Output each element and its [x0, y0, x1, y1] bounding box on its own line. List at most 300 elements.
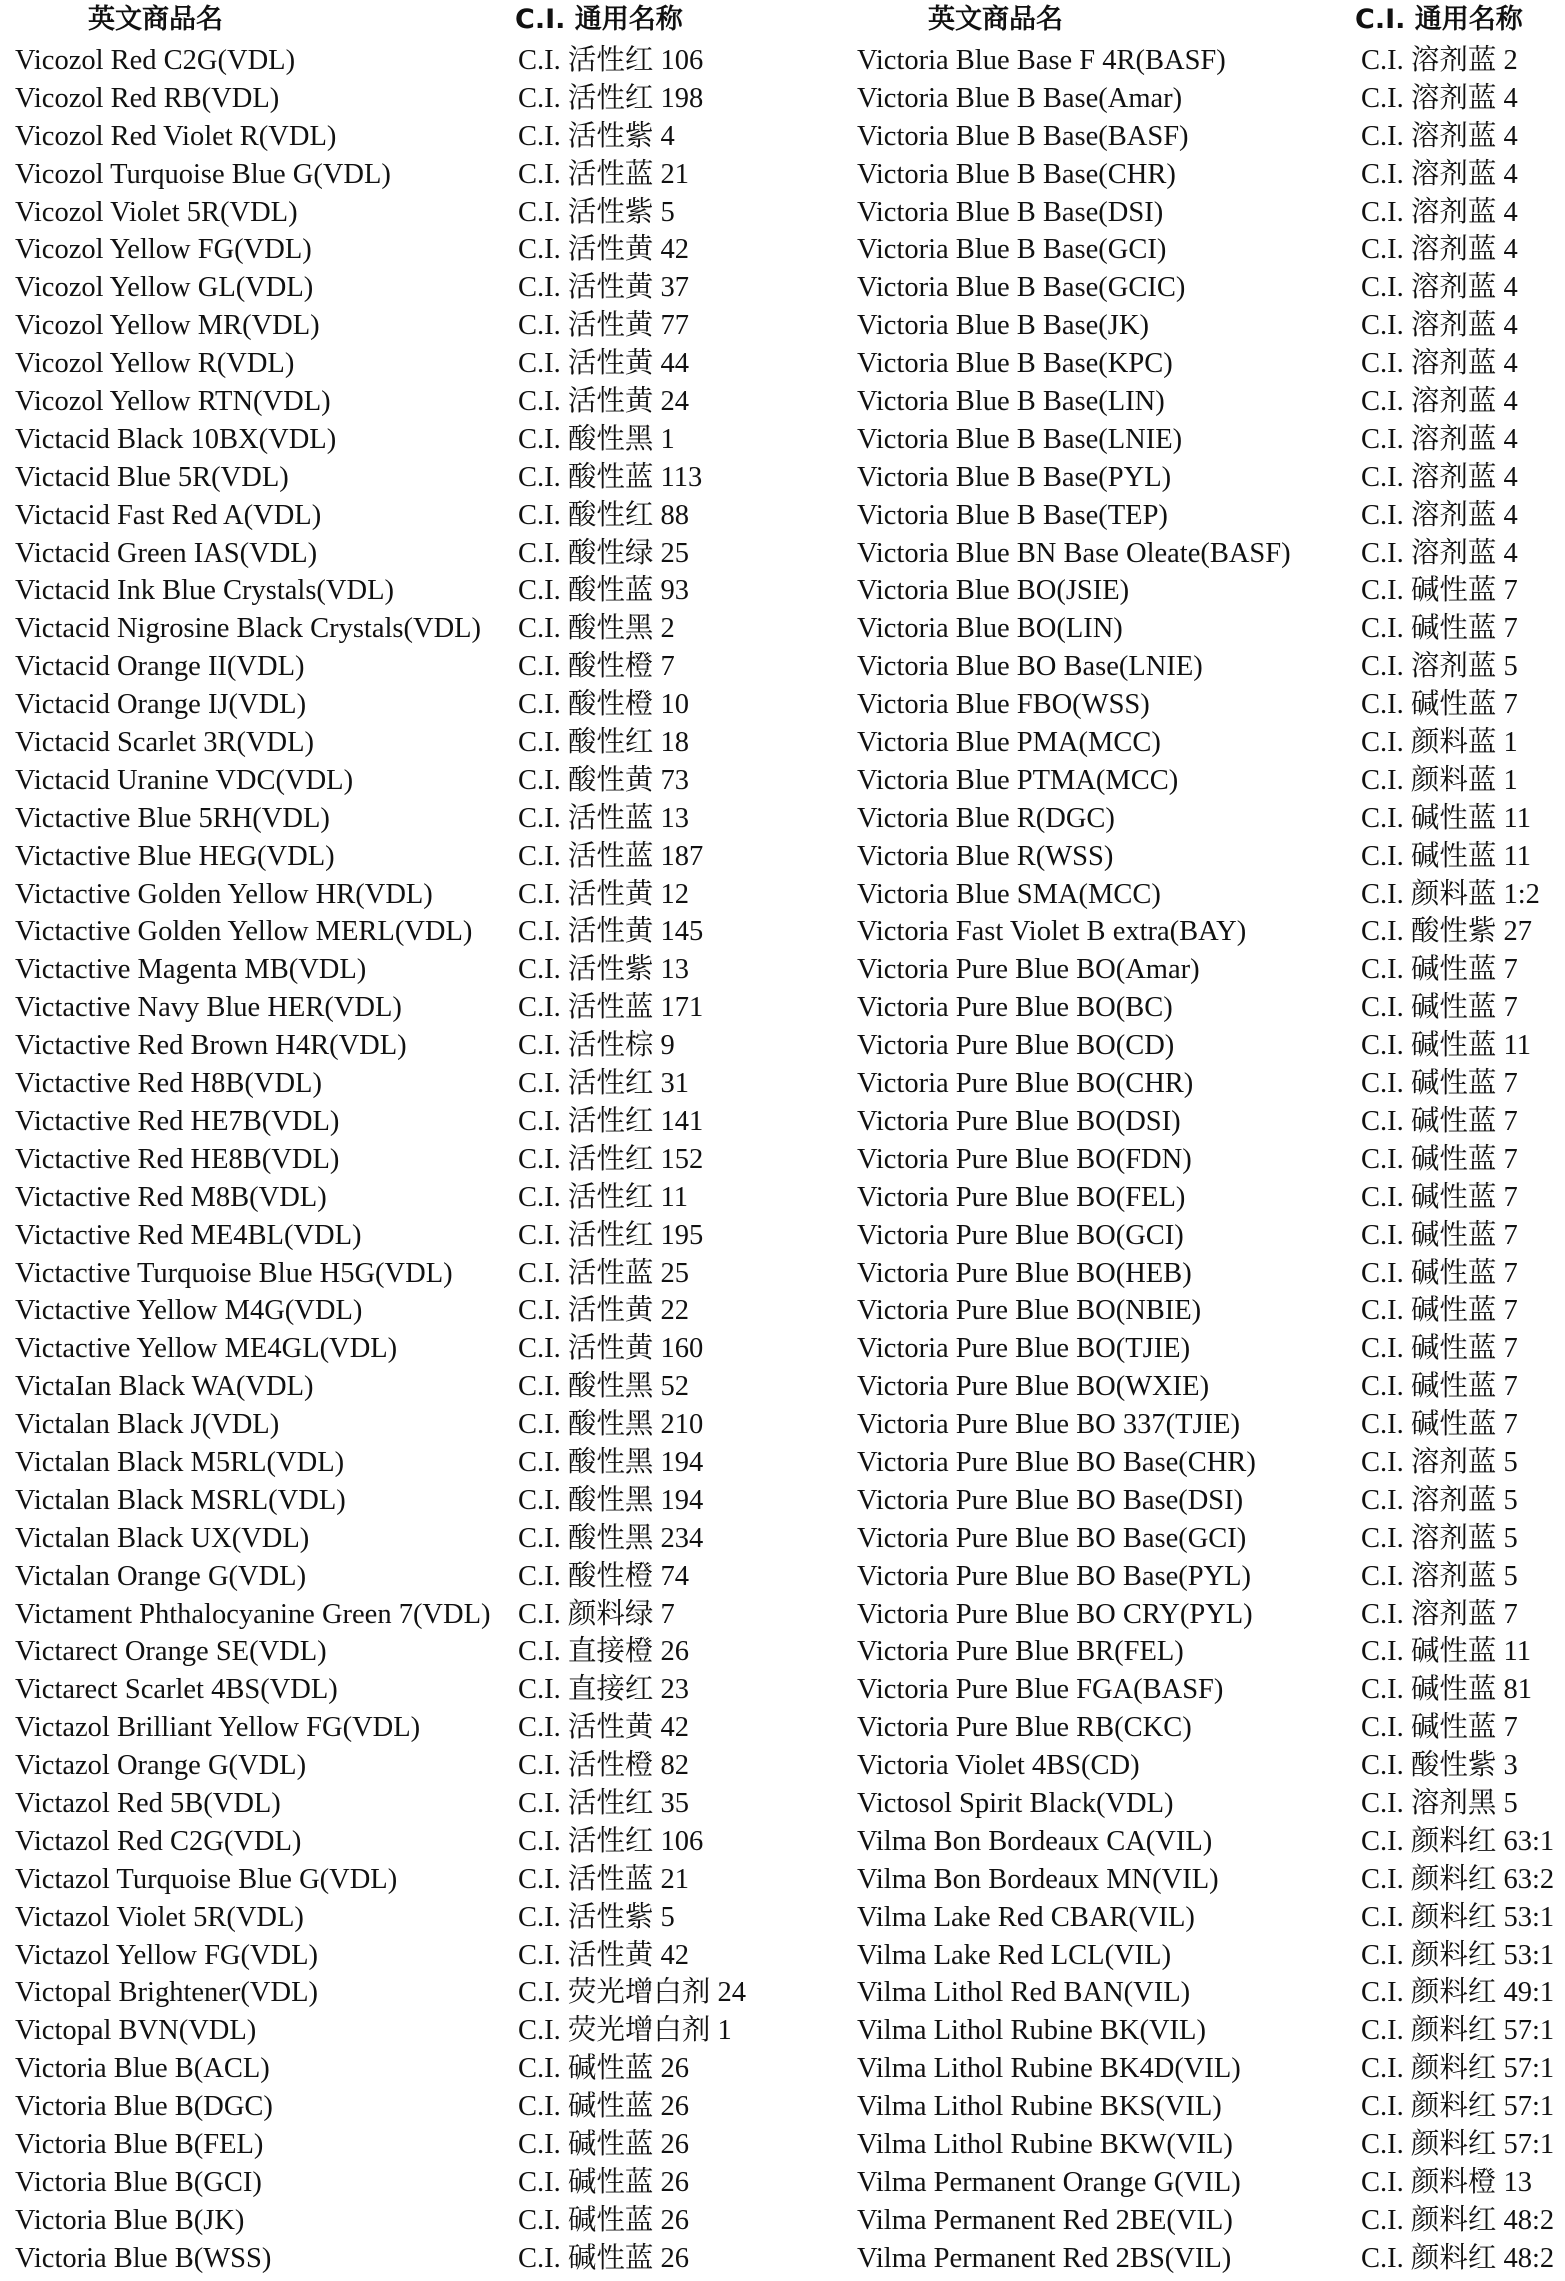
left-ci-name-row [518, 1709, 848, 1747]
right-ci-name-row [1361, 648, 1565, 686]
left-trade-name-cell: Victactive Golden Yellow HR(VDL) [15, 878, 433, 910]
right-ci-name-cell: C.I. 碱性蓝 7 [1361, 1712, 1518, 1744]
right-trade-name-cell: Vilma Lithol Rubine BK(VIL) [857, 2015, 1206, 2047]
left-ci-name-row [518, 307, 848, 345]
left-trade-name-cell: Victopal BVN(VDL) [15, 2015, 257, 2047]
right-trade-name-row [857, 2050, 1357, 2088]
right-trade-name-row [857, 1899, 1357, 1937]
left-ci-name-cell: C.I. 活性红 195 [518, 1219, 704, 1251]
right-ci-name-row [1361, 345, 1565, 383]
left-ci-name-row [518, 724, 848, 762]
right-ci-name-row [1361, 1406, 1565, 1444]
right-trade-name-cell: Vilma Lake Red CBAR(VIL) [857, 1901, 1195, 1933]
right-ci-name-cell: C.I. 溶剂蓝 4 [1361, 386, 1518, 418]
right-trade-name-cell: Victoria Blue BO(JSIE) [857, 575, 1130, 607]
left-trade-name-row [15, 800, 515, 838]
left-ci-name-row [518, 1861, 848, 1899]
left-trade-name-row [15, 913, 515, 951]
right-trade-name-row [857, 1558, 1357, 1596]
left-ci-name-cell: C.I. 活性红 31 [518, 1068, 690, 1100]
right-ci-name-cell: C.I. 颜料红 57:1 [1361, 2015, 1555, 2047]
left-ci-name-cell: C.I. 碱性蓝 26 [518, 2242, 690, 2274]
right-trade-name-cell: Victoria Blue B Base(GCI) [857, 234, 1167, 266]
left-ci-name-cell: C.I. 活性黄 12 [518, 878, 690, 910]
left-ci-name-row [518, 1899, 848, 1937]
left-trade-name-row [15, 118, 515, 156]
right-trade-name-row [857, 383, 1357, 421]
left-trade-name-cell: Victacid Scarlet 3R(VDL) [15, 727, 315, 759]
left-trade-name-cell: Victoria Blue B(JK) [15, 2204, 245, 2236]
left-trade-name-row [15, 1520, 515, 1558]
left-trade-name-cell: Vicozol Yellow RTN(VDL) [15, 386, 331, 418]
left-ci-name-row [518, 1596, 848, 1634]
right-ci-name-cell: C.I. 颜料红 57:1 [1361, 2091, 1555, 2123]
right-trade-name-cell: Vilma Permanent Red 2BS(VIL) [857, 2242, 1232, 2274]
right-ci-name-cell: C.I. 碱性蓝 7 [1361, 1143, 1518, 1175]
right-trade-name-cell: Victoria Pure Blue BO(WXIE) [857, 1371, 1210, 1403]
left-ci-name-cell: C.I. 酸性黑 2 [518, 613, 675, 645]
left-trade-name-row [15, 2012, 515, 2050]
left-ci-name-cell: C.I. 活性红 141 [518, 1105, 704, 1137]
left-ci-name-row [518, 1255, 848, 1293]
left-trade-name-cell: Victazol Turquoise Blue G(VDL) [15, 1863, 398, 1895]
left-trade-name-cell: Victoria Blue B(DGC) [15, 2091, 273, 2123]
left-ci-name-cell: C.I. 活性紫 13 [518, 954, 690, 986]
right-ci-name-row [1361, 762, 1565, 800]
right-ci-name-row [1361, 572, 1565, 610]
right-ci-name-row [1361, 307, 1565, 345]
right-ci-name-row [1361, 383, 1565, 421]
right-trade-name-row [857, 2202, 1357, 2240]
right-ci-name-cell: C.I. 溶剂蓝 5 [1361, 1446, 1518, 1478]
right-ci-name-row [1361, 1671, 1565, 1709]
right-trade-name-cell: Vilma Permanent Orange G(VIL) [857, 2166, 1241, 2198]
left-trade-name-row [15, 1482, 515, 1520]
left-ci-name-row [518, 231, 848, 269]
left-ci-name-row [518, 2240, 848, 2278]
right-ci-name-row [1361, 1368, 1565, 1406]
left-trade-name-cell: Victalan Black UX(VDL) [15, 1522, 310, 1554]
header-right-trade-name: 英文商品名 [928, 4, 1063, 35]
left-ci-name-row [518, 80, 848, 118]
right-trade-name-cell: Victoria Pure Blue BO Base(CHR) [857, 1446, 1256, 1478]
left-ci-name-row [518, 800, 848, 838]
right-trade-name-cell: Victoria Blue PMA(MCC) [857, 727, 1161, 759]
right-ci-name-cell: C.I. 颜料红 48:2 [1361, 2204, 1555, 2236]
right-trade-name-row [857, 838, 1357, 876]
left-trade-name-row [15, 2202, 515, 2240]
left-ci-name-cell: C.I. 活性棕 9 [518, 1030, 675, 1062]
left-trade-name-row [15, 1974, 515, 2012]
right-trade-name-row [857, 610, 1357, 648]
right-trade-name-row [857, 1444, 1357, 1482]
left-trade-name-row [15, 1103, 515, 1141]
right-ci-name-row [1361, 1482, 1565, 1520]
right-ci-name-row [1361, 724, 1565, 762]
left-trade-name-row [15, 1785, 515, 1823]
left-ci-name-row [518, 497, 848, 535]
left-ci-name-row [518, 1179, 848, 1217]
left-ci-name-cell: C.I. 酸性红 18 [518, 727, 690, 759]
right-ci-name-row [1361, 1937, 1565, 1975]
left-trade-name-cell: Vicozol Yellow FG(VDL) [15, 234, 312, 266]
left-trade-name-row [15, 307, 515, 345]
right-trade-name-row [857, 1861, 1357, 1899]
left-ci-name-column [518, 42, 848, 2278]
left-ci-name-row [518, 42, 848, 80]
left-ci-name-cell: C.I. 活性紫 5 [518, 1901, 675, 1933]
left-trade-name-cell: Victacid Green IAS(VDL) [15, 537, 318, 569]
right-ci-name-cell: C.I. 溶剂蓝 5 [1361, 1522, 1518, 1554]
left-ci-name-cell: C.I. 活性蓝 13 [518, 802, 690, 834]
right-ci-name-cell: C.I. 碱性蓝 7 [1361, 954, 1518, 986]
right-ci-name-cell: C.I. 颜料红 48:2 [1361, 2242, 1555, 2274]
right-ci-name-cell: C.I. 碱性蓝 7 [1361, 575, 1518, 607]
right-ci-name-cell: C.I. 颜料蓝 1 [1361, 727, 1518, 759]
left-ci-name-cell: C.I. 活性黄 22 [518, 1295, 690, 1327]
right-ci-name-cell: C.I. 颜料红 49:1 [1361, 1977, 1555, 2009]
right-ci-name-row [1361, 1596, 1565, 1634]
left-ci-name-cell: C.I. 活性红 11 [518, 1181, 688, 1213]
right-trade-name-cell: Victoria Blue B Base(CHR) [857, 158, 1176, 190]
left-ci-name-cell: C.I. 活性红 198 [518, 82, 704, 114]
left-trade-name-row [15, 156, 515, 194]
header-left-ci-name: C.I. 通用名称 [515, 4, 683, 35]
left-ci-name-row [518, 194, 848, 232]
right-ci-name-row [1361, 1558, 1565, 1596]
left-trade-name-cell: Victazol Brilliant Yellow FG(VDL) [15, 1712, 421, 1744]
right-trade-name-cell: Victoria Violet 4BS(CD) [857, 1750, 1140, 1782]
left-ci-name-cell: C.I. 碱性蓝 26 [518, 2091, 690, 2123]
left-ci-name-cell: C.I. 活性蓝 21 [518, 158, 690, 190]
left-trade-name-cell: Victalan Black M5RL(VDL) [15, 1446, 345, 1478]
left-trade-name-row [15, 1596, 515, 1634]
right-trade-name-row [857, 421, 1357, 459]
left-trade-name-cell: Victactive Magenta MB(VDL) [15, 954, 367, 986]
left-ci-name-cell: C.I. 活性紫 4 [518, 120, 675, 152]
left-trade-name-cell: Victoria Blue B(ACL) [15, 2053, 270, 2085]
left-trade-name-row [15, 724, 515, 762]
left-trade-name-cell: Vicozol Red C2G(VDL) [15, 45, 296, 76]
right-ci-name-row [1361, 2088, 1565, 2126]
right-trade-name-cell: Victoria Pure Blue BO Base(PYL) [857, 1560, 1252, 1592]
left-trade-name-cell: Victactive Red Brown H4R(VDL) [15, 1030, 407, 1062]
left-trade-name-cell: Victazol Yellow FG(VDL) [15, 1939, 319, 1971]
left-ci-name-row [518, 951, 848, 989]
left-trade-name-row [15, 1368, 515, 1406]
left-ci-name-cell: C.I. 酸性黑 52 [518, 1371, 690, 1403]
left-ci-name-row [518, 383, 848, 421]
right-trade-name-cell: Victoria Pure Blue BO(CD) [857, 1030, 1175, 1062]
right-trade-name-row [857, 1937, 1357, 1975]
left-trade-name-row [15, 2126, 515, 2164]
right-ci-name-cell: C.I. 碱性蓝 7 [1361, 1219, 1518, 1251]
left-ci-name-cell: C.I. 酸性黑 1 [518, 423, 675, 455]
right-trade-name-cell: Victoria Pure Blue BO(NBIE) [857, 1295, 1202, 1327]
left-ci-name-cell: C.I. 酸性蓝 93 [518, 575, 690, 607]
left-trade-name-cell: Victarect Scarlet 4BS(VDL) [15, 1674, 338, 1706]
left-trade-name-cell: Victazol Orange G(VDL) [15, 1750, 307, 1782]
right-trade-name-row [857, 459, 1357, 497]
left-ci-name-row [518, 156, 848, 194]
left-trade-name-row [15, 1179, 515, 1217]
right-trade-name-cell: Victoria Blue B Base(BASF) [857, 120, 1189, 152]
right-trade-name-row [857, 572, 1357, 610]
left-trade-name-row [15, 648, 515, 686]
left-ci-name-cell: C.I. 活性蓝 171 [518, 992, 704, 1024]
right-ci-name-row [1361, 80, 1565, 118]
right-ci-name-row [1361, 1633, 1565, 1671]
right-ci-name-cell: C.I. 颜料蓝 1 [1361, 764, 1518, 796]
right-trade-name-cell: Victoria Pure Blue BO(HEB) [857, 1257, 1192, 1289]
right-trade-name-row [857, 1065, 1357, 1103]
left-trade-name-cell: Vicozol Turquoise Blue G(VDL) [15, 158, 391, 190]
right-trade-name-row [857, 1330, 1357, 1368]
left-ci-name-cell: C.I. 活性黄 77 [518, 310, 690, 342]
left-ci-name-row [518, 876, 848, 914]
right-trade-name-row [857, 1141, 1357, 1179]
left-ci-name-row [518, 269, 848, 307]
right-ci-name-row [1361, 1292, 1565, 1330]
right-ci-name-cell: C.I. 溶剂蓝 4 [1361, 461, 1518, 493]
right-trade-name-cell: Victoria Blue R(DGC) [857, 802, 1115, 834]
left-trade-name-row [15, 1027, 515, 1065]
right-ci-name-cell: C.I. 颜料红 57:1 [1361, 2053, 1555, 2085]
left-ci-name-cell: C.I. 活性黄 37 [518, 272, 690, 304]
right-ci-name-cell: C.I. 碱性蓝 7 [1361, 992, 1518, 1024]
left-trade-name-row [15, 1937, 515, 1975]
right-trade-name-cell: Vilma Lithol Rubine BK4D(VIL) [857, 2053, 1241, 2085]
right-ci-name-row [1361, 535, 1565, 573]
left-trade-name-cell: Victazol Red 5B(VDL) [15, 1787, 281, 1819]
left-trade-name-cell: Victacid Fast Red A(VDL) [15, 499, 322, 531]
right-ci-name-row [1361, 1255, 1565, 1293]
left-ci-name-row [518, 1141, 848, 1179]
right-trade-name-cell: Vilma Lithol Red BAN(VIL) [857, 1977, 1191, 2009]
left-trade-name-row [15, 231, 515, 269]
right-trade-name-cell: Victoria Pure Blue FGA(BASF) [857, 1674, 1224, 1706]
right-ci-name-row [1361, 421, 1565, 459]
left-ci-name-cell: C.I. 活性紫 5 [518, 196, 675, 228]
right-ci-name-row [1361, 951, 1565, 989]
right-trade-name-row [857, 1974, 1357, 2012]
right-trade-name-row [857, 913, 1357, 951]
left-ci-name-row [518, 1671, 848, 1709]
left-ci-name-row [518, 913, 848, 951]
right-trade-name-row [857, 648, 1357, 686]
right-ci-name-cell: C.I. 碱性蓝 7 [1361, 1105, 1518, 1137]
left-trade-name-row [15, 1141, 515, 1179]
right-ci-name-row [1361, 1217, 1565, 1255]
right-ci-name-row [1361, 1444, 1565, 1482]
left-ci-name-row [518, 1406, 848, 1444]
left-trade-name-row [15, 951, 515, 989]
left-trade-name-row [15, 1558, 515, 1596]
left-ci-name-cell: C.I. 颜料绿 7 [518, 1598, 675, 1630]
left-ci-name-cell: C.I. 荧光增白剂 1 [518, 2015, 732, 2047]
right-trade-name-row [857, 42, 1357, 80]
right-trade-name-cell: Victoria Pure Blue BO(BC) [857, 992, 1173, 1024]
right-trade-name-cell: Victoria Pure Blue BO(FDN) [857, 1143, 1192, 1175]
right-trade-name-cell: Victoria Pure Blue BO(TJIE) [857, 1333, 1191, 1365]
right-ci-name-cell: C.I. 颜料红 63:2 [1361, 1863, 1555, 1895]
right-ci-name-column [1361, 42, 1565, 2278]
right-ci-name-cell: C.I. 颜料红 57:1 [1361, 2128, 1555, 2160]
right-trade-name-row [857, 497, 1357, 535]
left-trade-name-cell: Victactive Red HE8B(VDL) [15, 1143, 340, 1175]
right-ci-name-cell: C.I. 溶剂蓝 4 [1361, 234, 1518, 266]
right-ci-name-cell: C.I. 溶剂蓝 2 [1361, 45, 1518, 76]
right-ci-name-cell: C.I. 碱性蓝 7 [1361, 1181, 1518, 1213]
right-ci-name-row [1361, 1520, 1565, 1558]
right-trade-name-cell: Victoria Pure Blue BR(FEL) [857, 1636, 1184, 1668]
right-trade-name-cell: Victoria Pure Blue BO(FEL) [857, 1181, 1186, 1213]
header-left-trade-name: 英文商品名 [88, 4, 223, 35]
right-ci-name-row [1361, 876, 1565, 914]
left-trade-name-cell: Victactive Red M8B(VDL) [15, 1181, 327, 1213]
left-ci-name-cell: C.I. 碱性蓝 26 [518, 2204, 690, 2236]
left-ci-name-cell: C.I. 活性红 35 [518, 1787, 690, 1819]
left-ci-name-cell: C.I. 活性黄 145 [518, 916, 704, 948]
left-trade-name-row [15, 383, 515, 421]
right-trade-name-row [857, 2088, 1357, 2126]
right-ci-name-cell: C.I. 溶剂蓝 7 [1361, 1598, 1518, 1630]
left-ci-name-cell: C.I. 酸性红 88 [518, 499, 690, 531]
right-ci-name-cell: C.I. 碱性蓝 11 [1361, 1636, 1531, 1668]
left-trade-name-row [15, 2240, 515, 2278]
left-ci-name-row [518, 1937, 848, 1975]
left-trade-name-cell: Victactive Yellow M4G(VDL) [15, 1295, 363, 1327]
left-trade-name-cell: Victacid Uranine VDC(VDL) [15, 764, 354, 796]
right-trade-name-row [857, 1217, 1357, 1255]
left-trade-name-row [15, 1255, 515, 1293]
right-ci-name-cell: C.I. 碱性蓝 7 [1361, 613, 1518, 645]
right-ci-name-row [1361, 194, 1565, 232]
right-trade-name-row [857, 231, 1357, 269]
right-trade-name-row [857, 724, 1357, 762]
left-trade-name-row [15, 1406, 515, 1444]
left-trade-name-row [15, 2050, 515, 2088]
right-ci-name-cell: C.I. 溶剂蓝 4 [1361, 158, 1518, 190]
right-ci-name-row [1361, 156, 1565, 194]
left-ci-name-row [518, 1482, 848, 1520]
right-trade-name-row [857, 2126, 1357, 2164]
right-trade-name-cell: Victoria Pure Blue BO Base(GCI) [857, 1522, 1247, 1554]
left-trade-name-row [15, 1671, 515, 1709]
left-ci-name-cell: C.I. 直接橙 26 [518, 1636, 690, 1668]
left-trade-name-row [15, 269, 515, 307]
right-trade-name-cell: Victoria Blue B Base(Amar) [857, 82, 1183, 114]
right-ci-name-row [1361, 1785, 1565, 1823]
left-trade-name-row [15, 1065, 515, 1103]
right-ci-name-cell: C.I. 溶剂蓝 4 [1361, 272, 1518, 304]
left-trade-name-row [15, 838, 515, 876]
right-ci-name-row [1361, 2012, 1565, 2050]
left-ci-name-cell: C.I. 酸性橙 10 [518, 689, 690, 721]
right-ci-name-cell: C.I. 碱性蓝 7 [1361, 1068, 1518, 1100]
left-ci-name-cell: C.I. 活性蓝 21 [518, 1863, 690, 1895]
right-ci-name-cell: C.I. 酸性紫 27 [1361, 916, 1533, 948]
left-ci-name-row [518, 1330, 848, 1368]
left-ci-name-row [518, 535, 848, 573]
left-ci-name-row [518, 1974, 848, 2012]
left-ci-name-row [518, 1633, 848, 1671]
left-trade-name-row [15, 1444, 515, 1482]
left-ci-name-row [518, 1368, 848, 1406]
right-trade-name-cell: Victoria Pure Blue BO Base(DSI) [857, 1484, 1244, 1516]
right-trade-name-row [857, 156, 1357, 194]
right-ci-name-cell: C.I. 颜料蓝 1:2 [1361, 878, 1540, 910]
right-trade-name-cell: Victosol Spirit Black(VDL) [857, 1787, 1174, 1819]
right-ci-name-row [1361, 610, 1565, 648]
right-ci-name-cell: C.I. 溶剂黑 5 [1361, 1787, 1518, 1819]
right-ci-name-cell: C.I. 碱性蓝 7 [1361, 1371, 1518, 1403]
left-ci-name-cell: C.I. 酸性黑 194 [518, 1484, 704, 1516]
left-ci-name-row [518, 2088, 848, 2126]
left-ci-name-row [518, 1444, 848, 1482]
right-ci-name-row [1361, 231, 1565, 269]
right-trade-name-cell: Victoria Blue B Base(LNIE) [857, 423, 1183, 455]
right-trade-name-row [857, 686, 1357, 724]
right-ci-name-row [1361, 800, 1565, 838]
right-trade-name-cell: Victoria Pure Blue BO(Amar) [857, 954, 1200, 986]
left-trade-name-cell: Victalan Orange G(VDL) [15, 1560, 307, 1592]
left-trade-name-row [15, 1633, 515, 1671]
left-trade-name-row [15, 2164, 515, 2202]
left-trade-name-row [15, 1709, 515, 1747]
left-ci-name-row [518, 2012, 848, 2050]
right-ci-name-cell: C.I. 溶剂蓝 5 [1361, 1560, 1518, 1592]
left-ci-name-row [518, 838, 848, 876]
left-trade-name-row [15, 194, 515, 232]
left-ci-name-cell: C.I. 活性橙 82 [518, 1750, 690, 1782]
left-ci-name-row [518, 345, 848, 383]
right-ci-name-row [1361, 1065, 1565, 1103]
right-trade-name-cell: Victoria Blue B Base(KPC) [857, 348, 1173, 380]
right-trade-name-cell: Vilma Lithol Rubine BKS(VIL) [857, 2091, 1222, 2123]
left-ci-name-cell: C.I. 活性蓝 187 [518, 840, 704, 872]
left-ci-name-row [518, 1217, 848, 1255]
right-trade-name-row [857, 2240, 1357, 2278]
left-trade-name-cell: Vicozol Violet 5R(VDL) [15, 196, 298, 228]
left-trade-name-cell: Victactive Red ME4BL(VDL) [15, 1219, 362, 1251]
right-trade-name-row [857, 1747, 1357, 1785]
right-trade-name-row [857, 1633, 1357, 1671]
right-ci-name-cell: C.I. 颜料红 63:1 [1361, 1825, 1555, 1857]
right-trade-name-row [857, 876, 1357, 914]
right-trade-name-row [857, 1255, 1357, 1293]
right-ci-name-cell: C.I. 溶剂蓝 5 [1361, 651, 1518, 683]
right-trade-name-row [857, 1823, 1357, 1861]
right-trade-name-row [857, 1292, 1357, 1330]
right-ci-name-row [1361, 989, 1565, 1027]
right-ci-name-row [1361, 1861, 1565, 1899]
left-trade-name-cell: Victacid Nigrosine Black Crystals(VDL) [15, 613, 482, 645]
left-trade-name-cell: Victalan Black MSRL(VDL) [15, 1484, 346, 1516]
left-ci-name-cell: C.I. 酸性橙 74 [518, 1560, 690, 1592]
right-trade-name-cell: Vilma Bon Bordeaux CA(VIL) [857, 1825, 1213, 1857]
left-ci-name-row [518, 989, 848, 1027]
right-trade-name-cell: Victoria Pure Blue BO(DSI) [857, 1105, 1181, 1137]
left-ci-name-row [518, 2050, 848, 2088]
left-ci-name-row [518, 1103, 848, 1141]
right-trade-name-cell: Victoria Pure Blue BO(CHR) [857, 1068, 1194, 1100]
right-trade-name-cell: Victoria Blue B Base(DSI) [857, 196, 1164, 228]
right-ci-name-row [1361, 269, 1565, 307]
right-ci-name-cell: C.I. 溶剂蓝 4 [1361, 537, 1518, 569]
left-ci-name-cell: C.I. 酸性黑 210 [518, 1409, 704, 1441]
right-ci-name-cell: C.I. 颜料红 53:1 [1361, 1901, 1555, 1933]
